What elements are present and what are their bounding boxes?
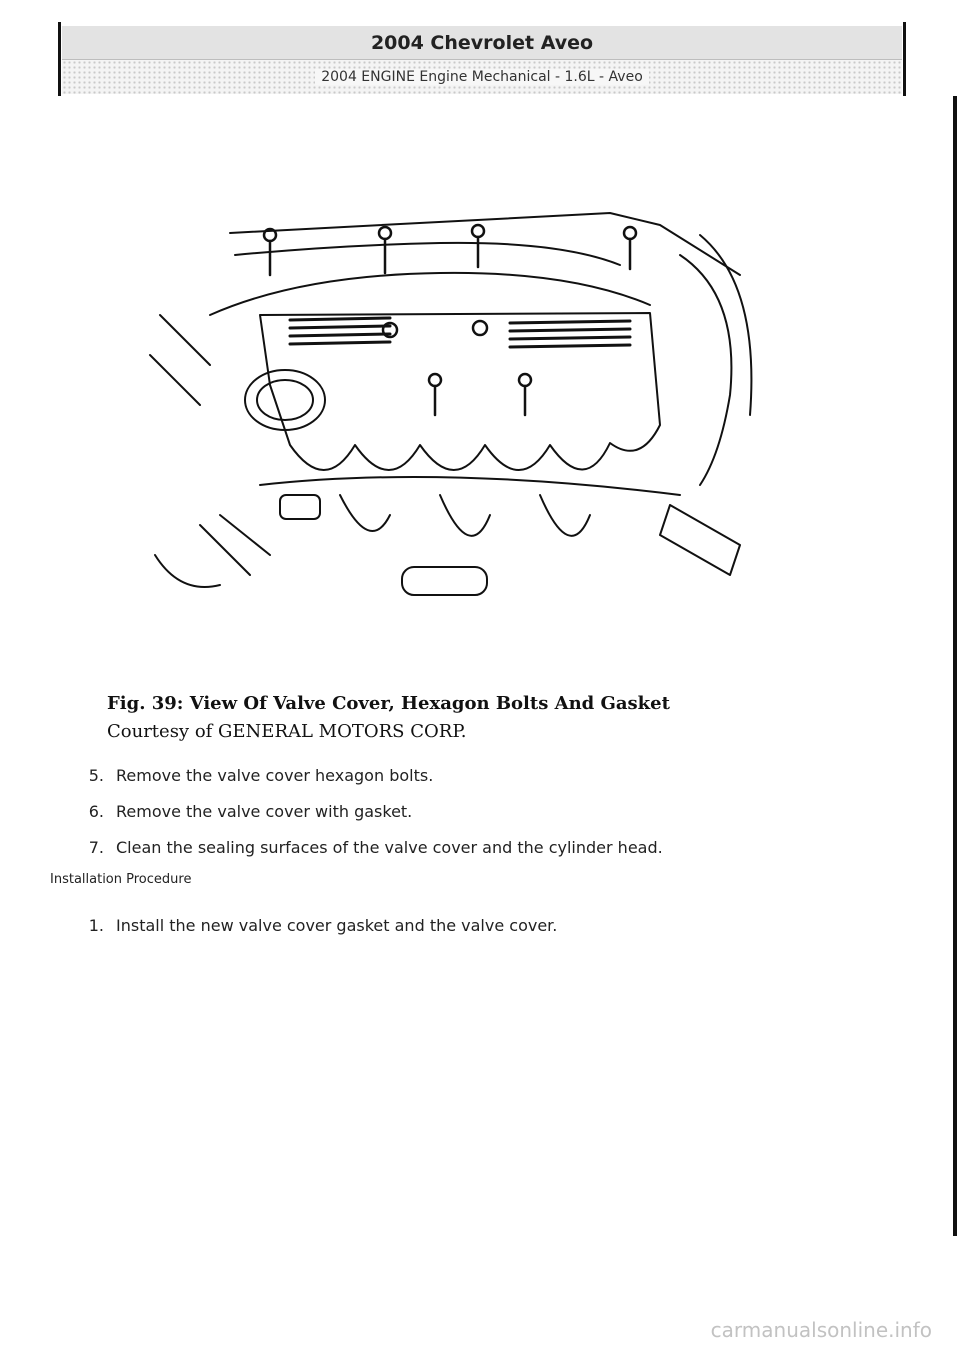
page-border-left	[58, 22, 61, 96]
step-text: Clean the sealing surfaces of the valve cover and the cylinder head.	[116, 838, 663, 857]
document-subtitle: 2004 ENGINE Engine Mechanical - 1.6L - Aveo	[315, 69, 649, 85]
document-header	[62, 26, 902, 94]
step-number: 6.	[88, 802, 104, 821]
figure-title: Fig. 39: View Of Valve Cover, Hexagon Bolts And Gasket	[107, 693, 670, 714]
list-item	[72, 758, 872, 794]
list-item	[72, 794, 872, 830]
step-number: 5.	[88, 766, 104, 785]
step-text: Remove the valve cover with gasket.	[116, 802, 413, 821]
step-number: 1.	[88, 916, 104, 935]
figure-courtesy: Courtesy of GENERAL MOTORS CORP.	[107, 721, 467, 742]
installation-steps-list	[72, 908, 872, 944]
figure-caption	[107, 690, 670, 746]
step-number: 7.	[88, 838, 104, 857]
document-subtitle-bar	[62, 60, 902, 94]
page-edge-rule	[953, 96, 957, 1236]
step-text: Remove the valve cover hexagon bolts.	[116, 766, 434, 785]
step-text: Install the new valve cover gasket and the valve cover.	[116, 916, 558, 935]
valve-cover-illustration	[140, 195, 760, 615]
page-border-right	[903, 22, 906, 96]
watermark-text: carmanualsonline.info	[710, 1318, 932, 1342]
list-item	[72, 830, 872, 866]
document-title: 2004 Chevrolet Aveo	[62, 26, 902, 60]
list-item	[72, 908, 872, 944]
installation-heading: Installation Procedure	[50, 872, 192, 887]
removal-steps-list	[72, 758, 872, 866]
